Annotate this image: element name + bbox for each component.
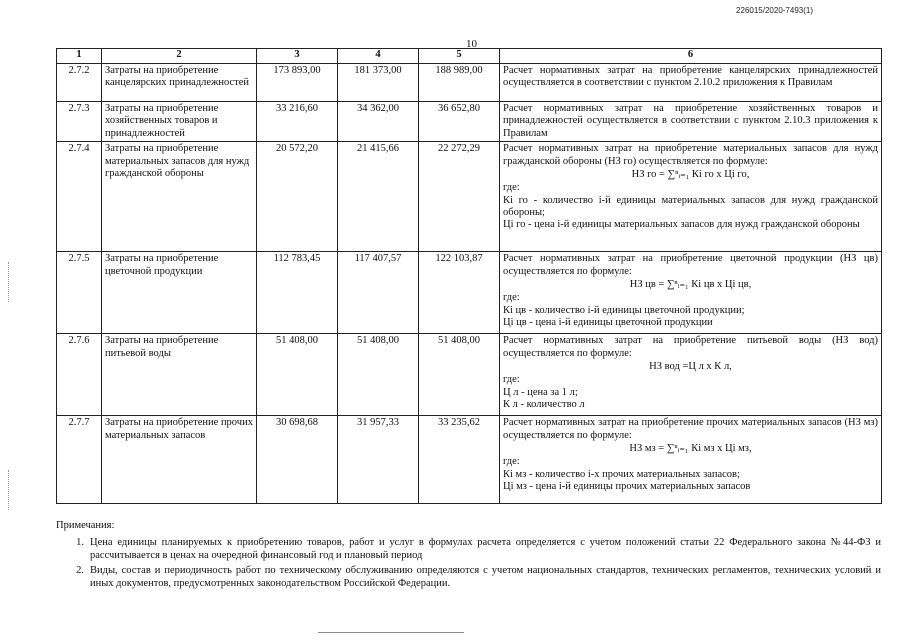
formula-variable-definition: Ці мз - цена і-й единицы прочих материальных запасов bbox=[503, 481, 751, 492]
calculation-description: Расчет нормативных затрат на приобретение хозяйственных товаров и принадлежностей осуществляется в соответствии с пунктом 2.10.3 приложения к Правилам bbox=[500, 102, 882, 142]
value-year-2: 181 373,00 bbox=[338, 64, 419, 102]
cost-item-name: Затраты на приобретение хозяйственных товаров и принадлежностей bbox=[102, 102, 257, 142]
value-year-3: 22 272,29 bbox=[419, 142, 500, 252]
row-number: 2.7.3 bbox=[57, 102, 102, 142]
calculation-description-cell bbox=[500, 252, 882, 334]
formula-variable-definition: Кі цв - количество і-й единицы цветочной продукции; bbox=[503, 304, 745, 316]
column-header: 1 bbox=[57, 49, 102, 64]
document-registration-number: 226015/2020-7493(1) bbox=[736, 6, 813, 15]
column-header: 5 bbox=[419, 49, 500, 64]
calculation-description-cell bbox=[500, 142, 882, 252]
formula-where-label: где: bbox=[503, 374, 520, 386]
calculation-description: Расчет нормативных затрат на приобретение питьевой воды (НЗ вод) осуществляется по формуле: bbox=[503, 335, 878, 359]
column-header: 3 bbox=[257, 49, 338, 64]
value-year-3: 36 652,80 bbox=[419, 102, 500, 142]
notes-title: Примечания: bbox=[56, 520, 115, 531]
formula-variable-definition: Ц л - цена за 1 л; bbox=[503, 386, 578, 398]
calculation-description-cell bbox=[500, 416, 882, 504]
value-year-1: 20 572,20 bbox=[257, 142, 338, 252]
cost-norms-table bbox=[56, 48, 882, 504]
calculation-description: Расчет нормативных затрат на приобретение цветочной продукции (НЗ цв) осуществляется по формуле: bbox=[503, 253, 878, 277]
formula-where-label: где: bbox=[503, 182, 520, 194]
row-number: 2.7.5 bbox=[57, 252, 102, 334]
column-header: 6 bbox=[500, 49, 882, 64]
note-item bbox=[56, 565, 881, 591]
value-year-2: 117 407,57 bbox=[338, 252, 419, 334]
row-number: 2.7.2 bbox=[57, 64, 102, 102]
value-year-2: 31 957,33 bbox=[338, 416, 419, 504]
row-number: 2.7.4 bbox=[57, 142, 102, 252]
value-year-1: 33 216,60 bbox=[257, 102, 338, 142]
notes-section bbox=[56, 520, 881, 594]
column-header: 2 bbox=[102, 49, 257, 64]
scan-margin-mark bbox=[8, 470, 11, 510]
table-row bbox=[57, 102, 882, 142]
scan-margin-mark bbox=[8, 262, 11, 302]
formula-where-label: где: bbox=[503, 292, 520, 304]
value-year-2: 21 415,66 bbox=[338, 142, 419, 252]
calculation-formula: НЗ го = ∑ⁿᵢ₌₁ Кі го х Ці го, bbox=[631, 168, 750, 180]
calculation-description: Расчет нормативных затрат на приобретение прочих материальных запасов (НЗ мз) осуществляется по формуле: bbox=[503, 417, 878, 441]
note-number: 2. bbox=[76, 565, 84, 577]
table-row bbox=[57, 64, 882, 102]
value-year-1: 173 893,00 bbox=[257, 64, 338, 102]
note-text: Виды, состав и периодичность работ по техническому обслуживанию определяются с учетом национальных стандартов, технических регламентов, технических условий и иных документов, предусмотренных законодательством Российской Федерации. bbox=[90, 565, 881, 590]
row-number: 2.7.6 bbox=[57, 334, 102, 416]
formula-where-label: где: bbox=[503, 456, 520, 468]
table-row bbox=[57, 252, 882, 334]
value-year-3: 188 989,00 bbox=[419, 64, 500, 102]
formula-variable-definition: Кі го - количество і-й единицы материальных запасов для нужд гражданской обороны; bbox=[503, 194, 878, 218]
value-year-2: 51 408,00 bbox=[338, 334, 419, 416]
footer-rule bbox=[318, 632, 464, 633]
formula-variable-definition: Ці цв - цена і-й единицы цветочной продукции bbox=[503, 317, 713, 328]
table-row bbox=[57, 334, 882, 416]
formula-variable-definition: К л - количество л bbox=[503, 399, 585, 410]
cost-item-name: Затраты на приобретение материальных запасов для нужд гражданской обороны bbox=[102, 142, 257, 252]
calculation-formula: НЗ мз = ∑ⁿᵢ₌₁ Кі мз х Ці мз, bbox=[629, 442, 752, 454]
table-row bbox=[57, 416, 882, 504]
note-item bbox=[56, 537, 881, 563]
value-year-1: 112 783,45 bbox=[257, 252, 338, 334]
value-year-1: 30 698,68 bbox=[257, 416, 338, 504]
calculation-description: Расчет нормативных затрат на приобретение канцелярских принадлежностей осуществляется в соответствии с пунктом 2.10.2 приложения к Правилам bbox=[500, 64, 882, 102]
value-year-1: 51 408,00 bbox=[257, 334, 338, 416]
cost-item-name: Затраты на приобретение питьевой воды bbox=[102, 334, 257, 416]
calculation-formula: НЗ цв = ∑ⁿᵢ₌₁ Кі цв х Ці цв, bbox=[629, 278, 752, 290]
formula-variable-definition: Кі мз - количество і-х прочих материальных запасов; bbox=[503, 468, 740, 480]
calculation-description-cell bbox=[500, 334, 882, 416]
page-number: 10 bbox=[466, 38, 477, 50]
value-year-3: 33 235,62 bbox=[419, 416, 500, 504]
row-number: 2.7.7 bbox=[57, 416, 102, 504]
value-year-3: 122 103,87 bbox=[419, 252, 500, 334]
cost-item-name: Затраты на приобретение прочих материальных запасов bbox=[102, 416, 257, 504]
cost-item-name: Затраты на приобретение канцелярских принадлежностей bbox=[102, 64, 257, 102]
formula-variable-definition: Ці го - цена і-й единицы материальных запасов для нужд гражданской обороны bbox=[503, 219, 860, 231]
value-year-2: 34 362,00 bbox=[338, 102, 419, 142]
table-row bbox=[57, 142, 882, 252]
cost-item-name: Затраты на приобретение цветочной продукции bbox=[102, 252, 257, 334]
note-text: Цена единицы планируемых к приобретению товаров, работ и услуг в формулах расчета определяется с учетом положений статьи 22 Федерального закона №44-ФЗ и рассчитывается в ценах на очередной финансовый год и плановый период bbox=[90, 536, 881, 561]
note-number: 1. bbox=[76, 536, 84, 548]
value-year-3: 51 408,00 bbox=[419, 334, 500, 416]
column-header: 4 bbox=[338, 49, 419, 64]
calculation-formula: НЗ вод =Ц л х К л, bbox=[649, 360, 732, 372]
table-header-row bbox=[57, 49, 882, 64]
calculation-description: Расчет нормативных затрат на приобретение материальных запасов для нужд гражданской обороны (НЗ го) осуществляется по формуле: bbox=[503, 143, 878, 167]
